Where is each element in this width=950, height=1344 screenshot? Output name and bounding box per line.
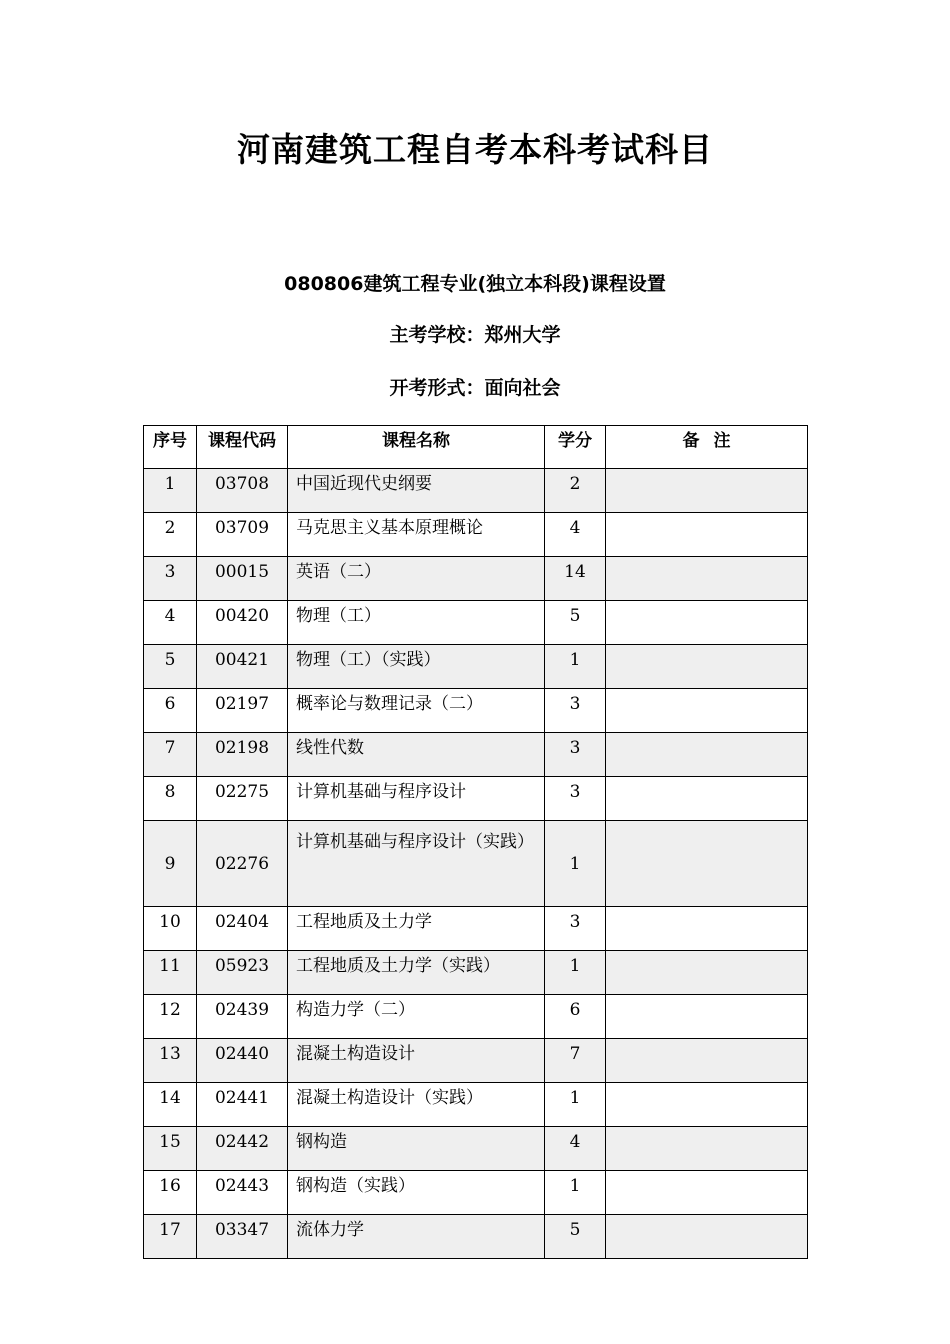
course-credit: 1 xyxy=(545,821,606,907)
row-number: 10 xyxy=(144,907,197,951)
course-credit: 5 xyxy=(545,601,606,645)
table-row xyxy=(144,907,808,951)
course-credit: 3 xyxy=(545,777,606,821)
course-code: 03708 xyxy=(197,469,288,513)
course-name: 构造力学（二） xyxy=(288,995,545,1039)
course-name: 计算机基础与程序设计（实践） xyxy=(288,821,545,907)
course-remark xyxy=(606,1127,808,1171)
course-credit: 7 xyxy=(545,1039,606,1083)
row-number: 7 xyxy=(144,733,197,777)
header-remark xyxy=(606,426,808,469)
course-code: 02441 xyxy=(197,1083,288,1127)
table-header-row xyxy=(144,426,808,469)
table-row xyxy=(144,951,808,995)
header-remark-char-2: 注 xyxy=(713,431,731,451)
course-remark xyxy=(606,995,808,1039)
table-row xyxy=(144,1083,808,1127)
row-number: 2 xyxy=(144,513,197,557)
course-credit: 1 xyxy=(545,1171,606,1215)
course-code: 02442 xyxy=(197,1127,288,1171)
row-number: 15 xyxy=(144,1127,197,1171)
table-row xyxy=(144,995,808,1039)
course-credit: 2 xyxy=(545,469,606,513)
course-name: 物理（工）（实践） xyxy=(288,645,545,689)
course-credit: 4 xyxy=(545,513,606,557)
header-code: 课程代码 xyxy=(197,426,288,469)
course-name: 马克思主义基本原理概论 xyxy=(288,513,545,557)
header-name: 课程名称 xyxy=(288,426,545,469)
course-name: 计算机基础与程序设计 xyxy=(288,777,545,821)
course-remark xyxy=(606,1039,808,1083)
table-row xyxy=(144,469,808,513)
table-row xyxy=(144,1039,808,1083)
table-row xyxy=(144,689,808,733)
row-number: 17 xyxy=(144,1215,197,1259)
course-credit: 3 xyxy=(545,689,606,733)
table-row xyxy=(144,1215,808,1259)
course-remark xyxy=(606,821,808,907)
course-code: 02198 xyxy=(197,733,288,777)
course-name: 概率论与数理记录（二） xyxy=(288,689,545,733)
row-number: 1 xyxy=(144,469,197,513)
course-code: 02439 xyxy=(197,995,288,1039)
table-row xyxy=(144,733,808,777)
course-remark xyxy=(606,513,808,557)
program-heading: 080806建筑工程专业(独立本科段)课程设置 xyxy=(284,273,666,295)
course-credit: 3 xyxy=(545,733,606,777)
host-school-line: 主考学校：郑州大学 xyxy=(389,324,561,346)
course-credit: 1 xyxy=(545,645,606,689)
row-number: 8 xyxy=(144,777,197,821)
course-code: 00015 xyxy=(197,557,288,601)
course-code: 05923 xyxy=(197,951,288,995)
course-credit: 3 xyxy=(545,907,606,951)
course-name: 物理（工） xyxy=(288,601,545,645)
course-remark xyxy=(606,777,808,821)
table-row xyxy=(144,557,808,601)
exam-mode-line: 开考形式：面向社会 xyxy=(389,377,561,399)
course-name: 混凝土构造设计（实践） xyxy=(288,1083,545,1127)
row-number: 13 xyxy=(144,1039,197,1083)
course-name: 工程地质及土力学（实践） xyxy=(288,951,545,995)
course-name: 流体力学 xyxy=(288,1215,545,1259)
document-title: 河南建筑工程自考本科考试科目 xyxy=(237,130,713,169)
course-remark xyxy=(606,1215,808,1259)
table-row xyxy=(144,777,808,821)
course-remark xyxy=(606,1171,808,1215)
course-code: 00421 xyxy=(197,645,288,689)
course-credit: 5 xyxy=(545,1215,606,1259)
course-code: 03709 xyxy=(197,513,288,557)
table-row xyxy=(144,1127,808,1171)
course-name: 线性代数 xyxy=(288,733,545,777)
table-row xyxy=(144,1171,808,1215)
course-remark xyxy=(606,689,808,733)
course-name: 混凝土构造设计 xyxy=(288,1039,545,1083)
row-number: 14 xyxy=(144,1083,197,1127)
course-name: 工程地质及土力学 xyxy=(288,907,545,951)
course-code: 02197 xyxy=(197,689,288,733)
row-number: 9 xyxy=(144,821,197,907)
course-code: 02404 xyxy=(197,907,288,951)
table-row xyxy=(144,601,808,645)
course-remark xyxy=(606,645,808,689)
course-table xyxy=(143,425,808,1259)
table-row xyxy=(144,645,808,689)
course-remark xyxy=(606,907,808,951)
course-credit: 4 xyxy=(545,1127,606,1171)
course-name: 钢构造（实践） xyxy=(288,1171,545,1215)
course-remark xyxy=(606,601,808,645)
header-credit: 学分 xyxy=(545,426,606,469)
row-number: 5 xyxy=(144,645,197,689)
course-remark xyxy=(606,1083,808,1127)
course-rows xyxy=(144,469,808,1259)
row-number: 11 xyxy=(144,951,197,995)
course-code: 02440 xyxy=(197,1039,288,1083)
course-name: 中国近现代史纲要 xyxy=(288,469,545,513)
table-row xyxy=(144,821,808,907)
course-remark xyxy=(606,733,808,777)
course-name: 英语（二） xyxy=(288,557,545,601)
course-name: 钢构造 xyxy=(288,1127,545,1171)
row-number: 6 xyxy=(144,689,197,733)
course-code: 02276 xyxy=(197,821,288,907)
course-credit: 1 xyxy=(545,951,606,995)
row-number: 12 xyxy=(144,995,197,1039)
course-code: 02275 xyxy=(197,777,288,821)
row-number: 4 xyxy=(144,601,197,645)
course-credit: 1 xyxy=(545,1083,606,1127)
course-remark xyxy=(606,951,808,995)
course-credit: 14 xyxy=(545,557,606,601)
course-credit: 6 xyxy=(545,995,606,1039)
course-remark xyxy=(606,557,808,601)
course-code: 00420 xyxy=(197,601,288,645)
row-number: 3 xyxy=(144,557,197,601)
course-code: 02443 xyxy=(197,1171,288,1215)
course-remark xyxy=(606,469,808,513)
header-no: 序号 xyxy=(144,426,197,469)
row-number: 16 xyxy=(144,1171,197,1215)
table-row xyxy=(144,513,808,557)
header-remark-char-1: 备 xyxy=(682,431,700,451)
course-code: 03347 xyxy=(197,1215,288,1259)
